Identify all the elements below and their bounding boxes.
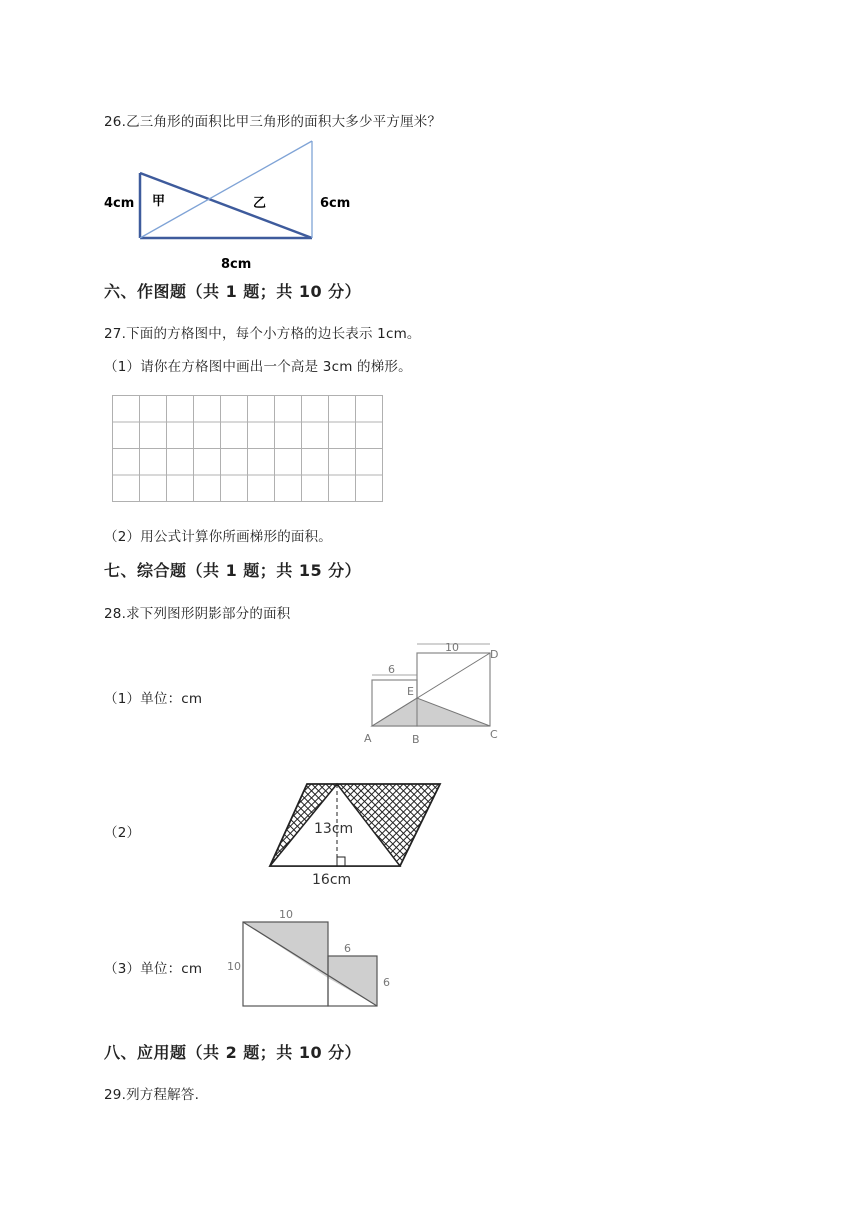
fig1-label-E: E [407, 685, 414, 698]
question-28-figure-3 [226, 906, 406, 1012]
fig3-label-left-10: 10 [227, 960, 241, 973]
question-28-part3: （3）单位：cm [104, 961, 203, 977]
section-7-title: 七、综合题（共 1 题；共 15 分） [104, 561, 362, 580]
square-grid[interactable] [112, 395, 384, 503]
question-28-text: 28.求下列图形阴影部分的面积 [104, 606, 291, 622]
fig3-label-6-right: 6 [383, 976, 390, 989]
fig1-label-6: 6 [388, 663, 395, 676]
fig3-label-6-top: 6 [344, 942, 351, 955]
fig1-label-A: A [364, 732, 372, 745]
question-28-part1: （1）单位：cm [104, 691, 203, 707]
section-8-title: 八、应用题（共 2 题；共 10 分） [104, 1043, 362, 1062]
label-yi: 乙 [253, 196, 267, 211]
fig1-label-10: 10 [445, 641, 459, 654]
fig1-label-D: D [490, 648, 499, 661]
label-4cm: 4cm [104, 196, 135, 211]
question-26-text: 26.乙三角形的面积比甲三角形的面积大多少平方厘米？ [104, 114, 442, 130]
fig1-label-B: B [412, 733, 420, 746]
question-27-part1: （1）请你在方格图中画出一个高是 3cm 的梯形。 [104, 359, 412, 375]
fig2-label-16cm: 16cm [312, 872, 352, 888]
label-6cm: 6cm [320, 196, 351, 211]
question-29-text: 29.列方程解答. [104, 1087, 200, 1103]
fig3-label-top-10: 10 [279, 908, 293, 921]
question-26-figure [100, 135, 360, 275]
question-28-figure-1 [360, 637, 510, 749]
fig2-label-13cm: 13cm [314, 821, 354, 837]
question-28-part2: （2） [104, 825, 141, 841]
label-jia: 甲 [152, 194, 166, 209]
question-27-part2: （2）用公式计算你所画梯形的面积。 [104, 529, 332, 545]
label-8cm: 8cm [221, 257, 252, 272]
question-27-text: 27.下面的方格图中，每个小方格的边长表示 1cm。 [104, 326, 421, 342]
question-28-figure-2 [262, 776, 452, 891]
section-6-title: 六、作图题（共 1 题；共 10 分） [104, 282, 362, 301]
fig1-label-C: C [490, 728, 498, 741]
